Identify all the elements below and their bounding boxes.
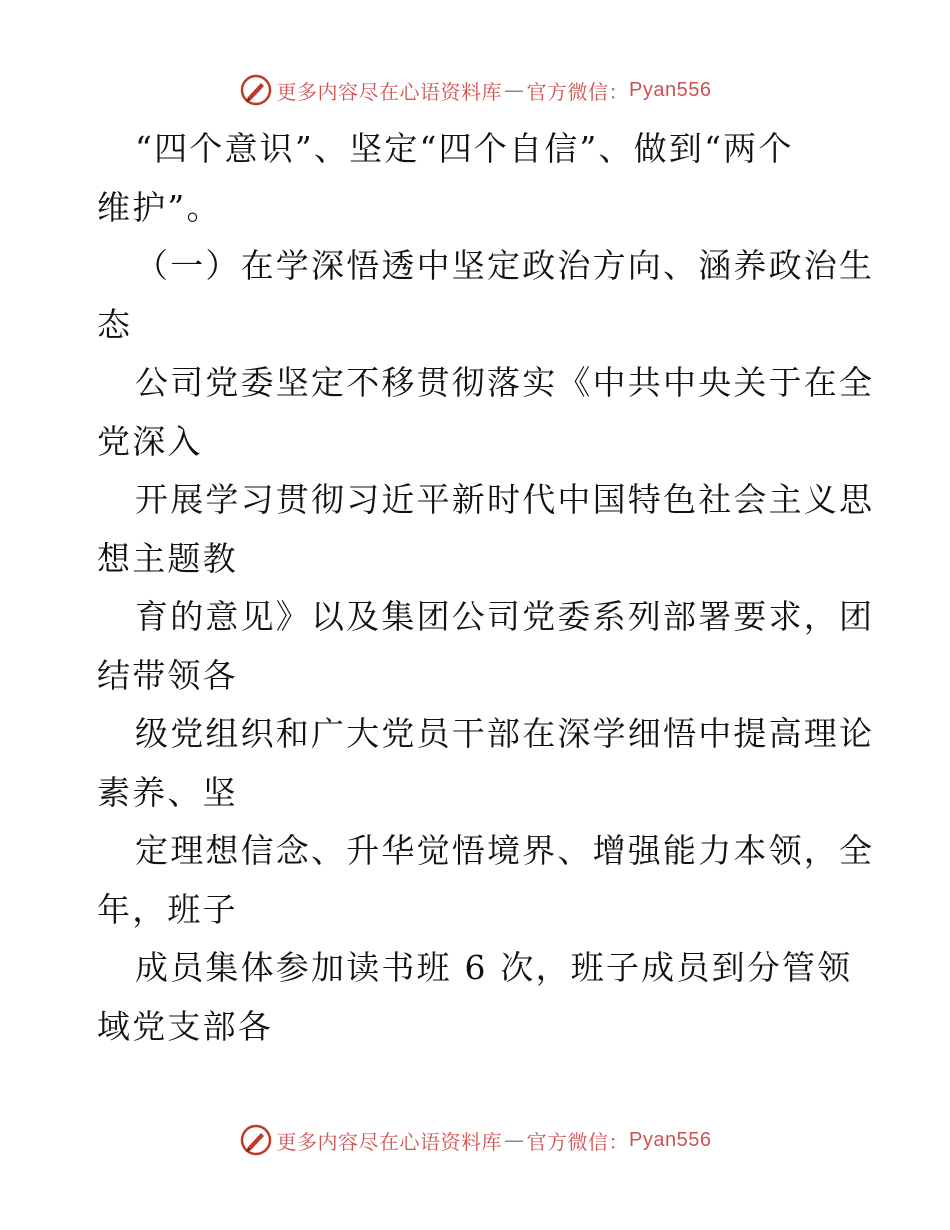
body-line-16: 域党支部各 (97, 1006, 273, 1046)
watermark-footer (0, 1120, 950, 1160)
watermark-text: 更多内容尽在心语资料库 (276, 79, 503, 104)
document-body (97, 120, 875, 1056)
watermark-wechat-id: Pyan556 (629, 78, 712, 101)
body-line-8: 想主题教 (97, 538, 238, 578)
body-line-11: 级党组织和广大党员干部在深学细悟中提高理论 (135, 714, 875, 753)
body-line-15: 成员集体参加读书班 6 次，班子成员到分管领 (135, 948, 853, 987)
body-line-1: “四个意识”、坚定“四个自信”、做到“两个 (135, 129, 794, 168)
watermark-dash: — (504, 78, 525, 102)
watermark-header (0, 70, 950, 110)
body-line-5: 公司党委坚定不移贯彻落实《中共中央关于在全 (135, 363, 875, 402)
body-line-12: 素养、坚 (97, 772, 238, 812)
body-line-6: 党深入 (97, 421, 203, 461)
watermark-dash: — (504, 1128, 525, 1152)
watermark-wechat-id: Pyan556 (629, 1128, 712, 1151)
body-line-9: 育的意见》以及集团公司党委系列部署要求，团 (135, 597, 875, 636)
section-heading-line-1: （一）在学深悟透中坚定政治方向、涵养政治生 (135, 246, 875, 285)
body-line-13: 定理想信念、升华觉悟境界、增强能力本领，全 (135, 831, 875, 870)
watermark-wechat-label: 官方微信： (526, 1129, 630, 1154)
body-line-10: 结带领各 (97, 655, 238, 695)
section-heading-line-2: 态 (97, 304, 133, 344)
pen-logo-icon (239, 73, 273, 107)
watermark-text: 更多内容尽在心语资料库 (276, 1129, 503, 1154)
pen-logo-icon (239, 1123, 273, 1157)
watermark-wechat-label: 官方微信： (526, 79, 630, 104)
body-line-2: 维护”。 (97, 187, 222, 227)
body-line-7: 开展学习贯彻习近平新时代中国特色社会主义思 (135, 480, 875, 519)
body-line-14: 年，班子 (97, 889, 238, 929)
